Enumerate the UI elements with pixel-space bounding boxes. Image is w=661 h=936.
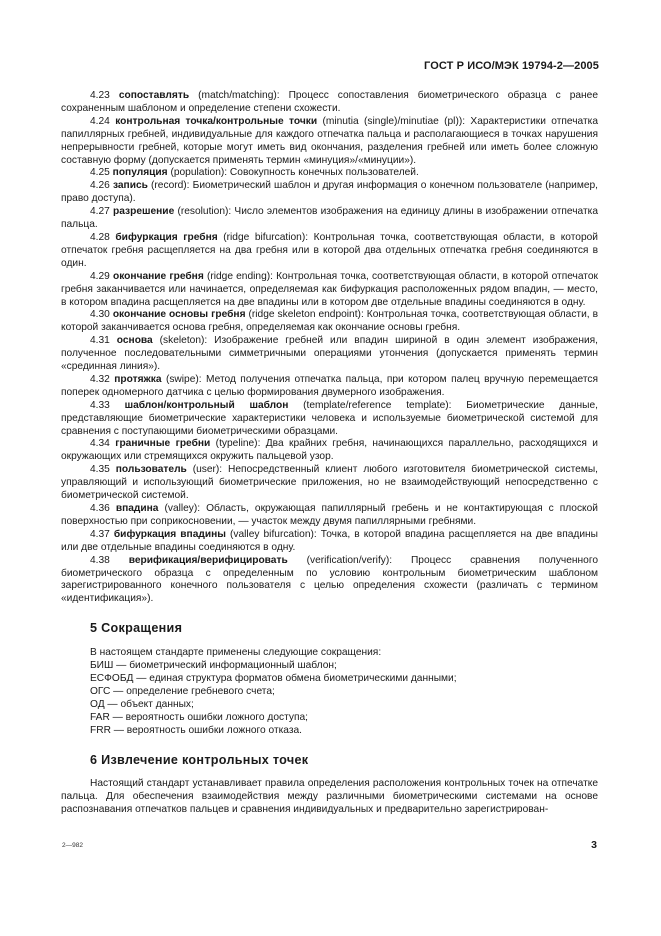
definition-text: (verification/verify): Процесс сравнения полученного биометрического образца с определенным по условию контрольным биометрическим шаблоном зарегистрированного конечного пользователя с целью определения схожести (различать с термином «идентификация»). (61, 554, 598, 605)
definition-number: 4.30 (90, 309, 110, 321)
definition-text: (record): Биометрический шаблон и другая информация о конечном пользователе (например, право доступа). (61, 180, 598, 205)
definition-number: 4.35 (90, 464, 110, 476)
definition-term: окончание гребня (113, 270, 204, 282)
definition-item (61, 374, 598, 400)
definition-text: (swipe): Метод получения отпечатка пальца, при котором палец вручную перемещается поперек одномерного датчика с целью формирования двумерного изображения. (61, 373, 598, 398)
abbreviation-item: ЕСФОБД — единая структура форматов обмена биометрическими данными; (90, 672, 457, 684)
definition-text: (typeline): Два крайних гребня, начинающихся параллельно, расходящихся и окружающих или стремящихся окружить пальцевой узор. (61, 438, 598, 463)
abbreviation-item: FAR — вероятность ошибки ложного доступа; (90, 711, 308, 723)
definition-item (61, 438, 598, 464)
abbreviation-item: ОД — объект данных; (90, 698, 194, 710)
abbreviations-list (61, 660, 598, 737)
definition-text: (skeleton): Изображение гребней или впадин шириной в один элемент изображения, полученное последовательными симметричными операциями утончения (допускается применять термин «срединная линия»). (61, 335, 598, 373)
definition-term: сопоставлять (118, 90, 190, 101)
definition-item (61, 167, 598, 180)
definition-item (61, 116, 598, 168)
definition-term: разрешение (113, 206, 175, 218)
definition-number: 4.34 (90, 438, 110, 450)
definition-term: пользователь (115, 464, 187, 476)
definition-item (61, 206, 598, 232)
definition-term: бифуркация впадины (113, 528, 226, 540)
definition-number: 4.33 (90, 399, 110, 411)
definition-term: впадина (115, 503, 159, 514)
definition-term: шаблон/контрольный шаблон (124, 399, 289, 411)
definition-item (61, 271, 598, 310)
definition-text: (match/matching): Процесс сопоставления биометрического образца с ранее сохраненным шаблоном и определение степени схожести. (61, 90, 598, 114)
definition-term: контрольная точка/контрольные точки (115, 115, 318, 127)
definition-number: 4.28 (90, 231, 110, 243)
definition-number: 4.31 (90, 335, 110, 347)
definition-term: протяжка (114, 373, 162, 385)
abbreviation-item: БИШ — биометрический информационный шаблон; (90, 660, 337, 672)
abbreviations-intro: В настоящем стандарте применены следующие сокращения: (90, 647, 382, 659)
definition-text: (user): Непосредственный клиент любого изготовителя биометрической системы, управляющий и использующий биометрические приложения, но не взаимодействующий непосредственно с биометрической системой. (61, 464, 598, 502)
section-5-title: 5 Сокращения (90, 621, 183, 636)
definition-term: популяция (112, 167, 168, 179)
definition-term: запись (112, 180, 148, 192)
definition-term: бифуркация гребня (115, 231, 218, 243)
definition-item (61, 309, 598, 335)
definition-number: 4.27 (90, 206, 110, 218)
definition-text: (ridge bifurcation): Контрольная точка, соответствующая области, в которой отпечаток гребня расщепляется на два гребня или в которой два отдельных отпечатка гребня соединяются в один. (61, 231, 598, 269)
definition-text: (ridge skeleton endpoint): Контрольная точка, соответствующая области, в которой заканчивается основа гребня, определяемая как окончание основы гребня. (61, 309, 598, 334)
definition-number: 4.29 (90, 270, 110, 282)
definition-text: (valley): Область, окружающая папиллярный гребень и не контактирующая с плоской поверхностью при соприкосновении, — участок между двумя папиллярными гребнями. (61, 503, 598, 527)
definition-term: окончание основы гребня (112, 309, 246, 321)
definition-term: граничные гребни (115, 438, 211, 450)
definition-number: 4.25 (90, 167, 110, 179)
definition-number: 4.36 (90, 503, 110, 514)
document-body (61, 90, 598, 817)
definition-item (61, 464, 598, 503)
definition-item (61, 335, 598, 374)
definition-item (61, 529, 598, 555)
definition-item (61, 232, 598, 271)
definition-term: основа (116, 335, 153, 347)
section-6-title: 6 Извлечение контрольных точек (90, 752, 309, 767)
definition-text: (minutia (single)/minutiae (pl)): Характеристики отпечатка папиллярных гребней, индивидуальные для каждого отпечатка пальца и располагающиеся в точках нарушения непрерывности гребней, которые могут иметь вид окончания, разделения гребней или иметь более сложную составную форму (допускается применять термин «минуция»/«минуции»). (61, 115, 598, 166)
document-code-header: ГОСТ Р ИСО/МЭК 19794-2—2005 (424, 60, 599, 72)
definition-item (61, 180, 598, 206)
section-6-paragraph: Настоящий стандарт устанавливает правила определения расположения контрольных точек на отпечатке пальца. Для обеспечения взаимодействия между различными биометрическими системами на основе распознавания отпечатков пальцев и сравнения индивидуальных и предварительно зарегистрирован- (61, 778, 598, 816)
definition-item (61, 400, 598, 439)
definition-text: (resolution): Число элементов изображения на единицу длины в изображении отпечатка пальца. (61, 206, 598, 231)
abbreviation-item: FRR — вероятность ошибки ложного отказа. (90, 724, 303, 736)
definition-number: 4.32 (90, 373, 110, 385)
definition-text: (valley bifurcation): Точка, в которой впадина расщепляется на две впадины или две отдельные впадины соединяются в одну. (61, 528, 598, 553)
sheet-mark: 2—982 (62, 842, 83, 849)
definition-number: 4.23 (90, 90, 110, 101)
definition-number: 4.37 (90, 528, 110, 540)
definition-term: верификация/верифицировать (128, 554, 288, 566)
definition-item (61, 90, 598, 116)
definition-text: (ridge ending): Контрольная точка, соответствующая области, в которой отпечаток гребня заканчивается или начинается, определяемая как бифуркация расположенных рядом впадин, — место, в котором впадина расщепляется на две впадины или в котором две отдельные впадины соединяются в одну. (61, 270, 598, 308)
abbreviation-item: ОГС — определение гребневого счета; (90, 685, 275, 697)
definition-number: 4.24 (90, 115, 110, 127)
definition-item (61, 555, 598, 607)
definitions-list (61, 90, 598, 606)
definition-number: 4.26 (90, 180, 110, 192)
definition-text: (population): Совокупность конечных пользователей. (167, 167, 419, 179)
definition-item (61, 503, 598, 529)
definition-text: (template/reference template): Биометрические данные, представляющие биометрические характеристики человека и используемые биометрической системой для сравнения с поступающими биометрическими образцами. (61, 399, 598, 437)
definition-number: 4.38 (90, 554, 110, 566)
page-number: 3 (591, 839, 597, 851)
